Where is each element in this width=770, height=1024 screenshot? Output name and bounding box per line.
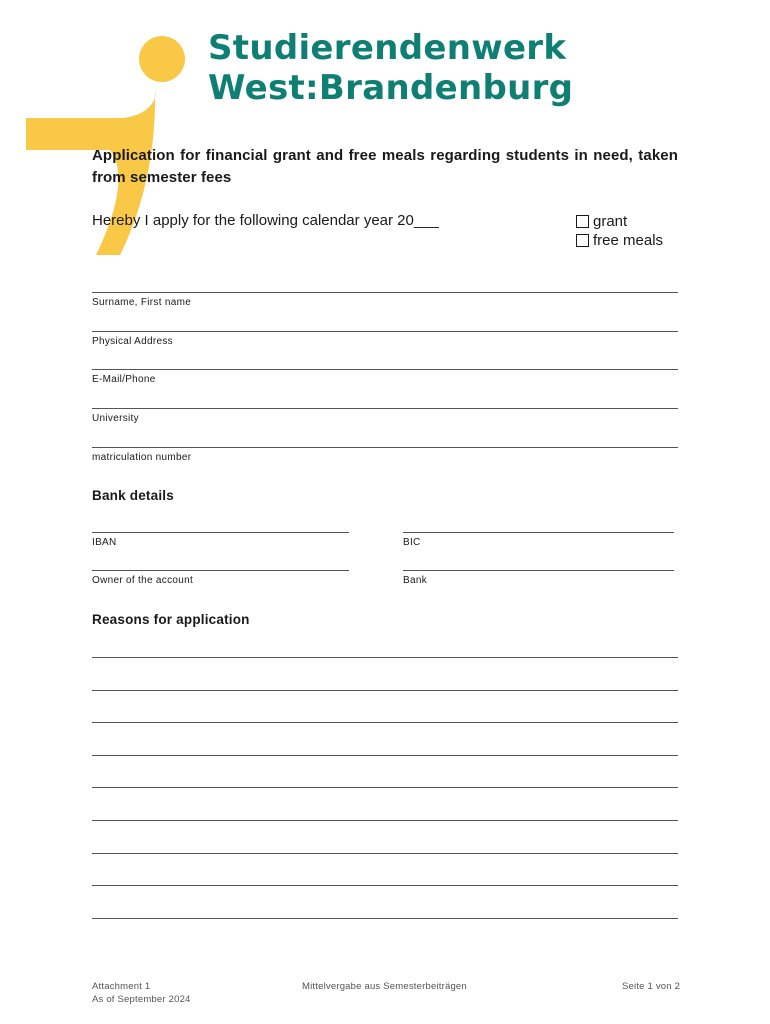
- free-meals-label: free meals: [593, 232, 664, 249]
- address-label: Physical Address: [92, 336, 173, 347]
- reason-line[interactable]: [92, 755, 678, 756]
- grant-checkbox[interactable]: [576, 215, 589, 228]
- university-field[interactable]: [92, 408, 678, 424]
- footer-date-line: As of September 2024: [92, 994, 191, 1005]
- contact-field[interactable]: [92, 369, 678, 385]
- bank-heading: Bank details: [92, 488, 174, 503]
- reason-line[interactable]: [92, 787, 678, 788]
- iban-label: IBAN: [92, 537, 117, 548]
- bank-line[interactable]: [403, 570, 674, 571]
- reason-line[interactable]: [92, 885, 678, 886]
- contact-line[interactable]: [92, 369, 678, 370]
- reason-line[interactable]: [92, 918, 678, 919]
- address-line[interactable]: [92, 331, 678, 332]
- footer-attachment: [92, 980, 191, 1006]
- reason-line[interactable]: [92, 820, 678, 821]
- owner-label: Owner of the account: [92, 575, 194, 586]
- matriculation-line[interactable]: [92, 447, 678, 448]
- free-meals-option[interactable]: [576, 231, 663, 250]
- apply-statement: Hereby I apply for the following calendar year 20___: [92, 212, 439, 229]
- footer-attachment-line: Attachment 1: [92, 981, 151, 992]
- bank-label: Bank: [403, 575, 427, 586]
- bank-field[interactable]: [403, 570, 674, 586]
- reason-line[interactable]: [92, 657, 678, 658]
- logo-line-2: West:Brandenburg: [208, 68, 574, 108]
- owner-line[interactable]: [92, 570, 349, 571]
- logo-dot: [139, 36, 185, 82]
- address-field[interactable]: [92, 331, 678, 347]
- free-meals-checkbox[interactable]: [576, 234, 589, 247]
- bic-field[interactable]: [403, 532, 674, 548]
- footer-center: Mittelvergabe aus Semesterbeiträgen: [302, 981, 467, 992]
- grant-option[interactable]: [576, 212, 663, 231]
- contact-label: E-Mail/Phone: [92, 374, 156, 385]
- reasons-heading: Reasons for application: [92, 612, 250, 627]
- name-label: Surname, First name: [92, 297, 192, 308]
- type-checkboxes: [576, 212, 663, 250]
- bic-label: BIC: [403, 537, 421, 548]
- bic-line[interactable]: [403, 532, 674, 533]
- university-line[interactable]: [92, 408, 678, 409]
- matriculation-field[interactable]: [92, 447, 678, 463]
- iban-line[interactable]: [92, 532, 349, 533]
- matriculation-label: matriculation number: [92, 452, 192, 463]
- logo-wordmark: [208, 28, 573, 108]
- reason-line[interactable]: [92, 722, 678, 723]
- footer-page-number: Seite 1 von 2: [622, 981, 681, 992]
- name-line[interactable]: [92, 292, 678, 293]
- logo-line-1: Studierendenwerk: [208, 28, 567, 68]
- university-label: University: [92, 413, 139, 424]
- iban-field[interactable]: [92, 532, 349, 548]
- reason-line[interactable]: [92, 690, 678, 691]
- reason-line[interactable]: [92, 853, 678, 854]
- name-field[interactable]: [92, 292, 678, 308]
- grant-label: grant: [593, 213, 628, 230]
- owner-field[interactable]: [92, 570, 349, 586]
- form-title: Application for financial grant and free meals regarding students in need, taken from semester fees: [92, 147, 678, 186]
